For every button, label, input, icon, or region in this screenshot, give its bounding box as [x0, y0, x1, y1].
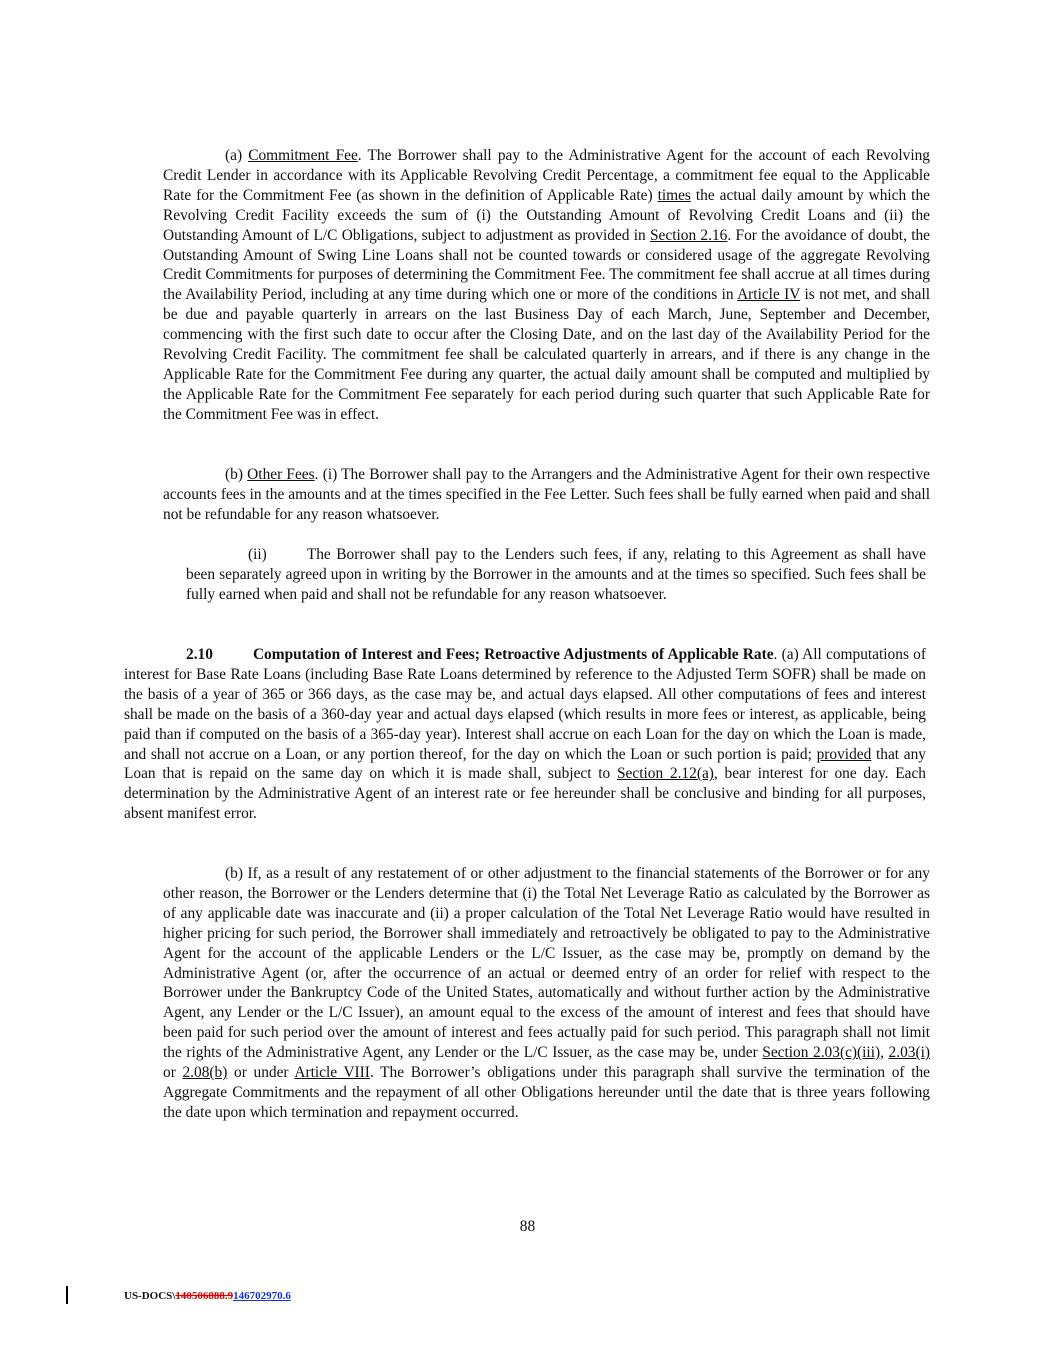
cross-reference: 2.08(b) [182, 1064, 228, 1082]
paragraph-text: . The Borrower’s obligations under this paragraph shall survive the termination of the Aggregate Commitments and the repayment of all other Obligations hereunder until the date that is three years following the date upon which termination and repayment occurred. [163, 1064, 931, 1121]
cross-reference: Section 2.16 [649, 226, 728, 244]
other-fees-paragraph [163, 465, 930, 525]
paragraph-text: , bear interest for one day. Each determination by the Administrative Agent of an interest rate or fee hereunder shall be conclusive and binding for all purposes, absent manifest error. [124, 765, 927, 823]
paragraph-text: If, as a result of any restatement of or other adjustment to the financial statements of the Borrower or for any other reason, the Borrower or the Lenders determine that (i) the Total Net Leverage Ratio as calculated by the Borrower as of any applicable date was inaccurate and (ii) a proper calculation of the Total Net Leverage Ratio would have resulted in higher pricing for such period, the Borrower shall immediately and retroactively be obligated to pay to the Administrative Agent for the account of the applicable Lenders or the L/C Issuer, as the case may be, promptly on demand by the Administrative Agent (or, after the occurrence of an actual or deemed entry of an order for relief with respect to the Borrower under the Bankruptcy Code of the United States, automatically and without further action by the Administrative Agent, any Lender or the L/C Issuer), an amount equal to the excess of the amount of interest and fees that should have been paid for such period over the amount of interest and fees actually paid for such period. This paragraph shall not limit the rights of the Administrative Agent, any Lender or the L/C Issuer, as the case may be, under [163, 865, 930, 1062]
clause-title: Other Fees [247, 466, 315, 483]
retroactive-adjustment-paragraph [163, 864, 930, 1123]
inserted-doc-id: 146702970.6 [233, 1290, 291, 1302]
clause-label: (a) [225, 147, 243, 164]
section-2-10-paragraph [124, 645, 926, 824]
emphasis-term: provided [816, 745, 872, 763]
paragraph-text: , [880, 1044, 889, 1062]
clause-label: (ii) [248, 546, 267, 563]
section-number: 2.10 [186, 646, 213, 663]
cross-reference: Article VIII [294, 1064, 370, 1082]
emphasis-term: times [657, 186, 691, 204]
section-heading: Computation of Interest and Fees; Retroactive Adjustments of Applicable Rate [252, 646, 774, 663]
paragraph-text: is not met, and shall be due and payable quarterly in arrears on the last Business Day of each March, June, September and December, commencing with the first such date to occur after the Closing Date, and on the last day of the Availability Period for the Revolving Credit Facility. The commitment fee shall be calculated quarterly in arrears, and if there is any change in the Applicable Rate for the Commitment Fee during any quarter, the actual daily amount shall be computed and multiplied by the Applicable Rate for the Commitment Fee separately for each period during such quarter that such Applicable Rate for the Commitment Fee was in effect. [163, 286, 930, 423]
cross-reference: Section 2.03(c)(iii) [762, 1044, 881, 1062]
cross-reference: 2.03(i) [888, 1044, 931, 1062]
document-footer-id [124, 1290, 291, 1302]
commitment-fee-paragraph [163, 146, 930, 425]
paragraph-text: . (i) The Borrower shall pay to the Arrangers and the Administrative Agent for their own respective accounts fees in the amounts and at the times specified in the Fee Letter. Such fees shall be fully earned when paid and shall not be refundable for any reason whatsoever. [163, 466, 930, 523]
footer-prefix: US-DOCS\ [124, 1290, 176, 1302]
page-number: 88 [519, 1218, 536, 1235]
paragraph-text: The Borrower shall pay to the Lenders such fees, if any, relating to this Agreement as shall have been separately agreed upon in writing by the Borrower in the amounts and at the times so specified. Such fees shall be fully earned when paid and shall not be refundable for any reason whatsoever. [186, 546, 926, 603]
paragraph-text: the actual daily amount by which the Revolving Credit Facility exceeds the sum of (i) the Outstanding Amount of Revolving Credit Loans and (ii) the Outstanding Amount of L/C Obligations, subject to adjustment as provided in [163, 186, 930, 244]
deleted-doc-id: 140506888.9 [175, 1290, 234, 1302]
cross-reference: Section 2.12(a) [616, 765, 714, 783]
clause-label: (b) [225, 466, 243, 483]
clause-title: Commitment Fee [248, 147, 358, 164]
revision-change-bar [66, 1286, 68, 1304]
paragraph-text: . For the avoidance of doubt, the Outstanding Amount of Swing Line Loans shall not be counted towards or considered usage of the aggregate Revolving Credit Commitments for purposes of determining the Commitment Fee. The commitment fee shall accrue at all times during the Availability Period, including at any time during which one or more of the conditions in [163, 226, 931, 304]
paragraph-text: . The Borrower shall pay to the Administrative Agent for the account of each Revolving Credit Lender in accordance with its Applicable Revolving Credit Percentage, a commitment fee equal to the Applicable Rate for the Commitment Fee (as shown in the definition of Applicable Rate) [163, 147, 930, 204]
paragraph-text: or [163, 1064, 183, 1082]
clause-label: (b) [225, 865, 243, 882]
paragraph-text: that any Loan that is repaid on the same day on which it is made shall, subject to [124, 745, 926, 783]
cross-reference: Article IV [737, 286, 801, 304]
other-fees-subparagraph-ii [186, 545, 926, 605]
paragraph-text: or under [227, 1064, 295, 1082]
paragraph-text: . (a) All computations of interest for Base Rate Loans (including Base Rate Loans determined by reference to the Adjusted Term SOFR) shall be made on the basis of a year of 365 or 366 days, as the case may be, and actual days elapsed. All other computations of fees and interest shall be made on the basis of a 360-day year and actual days elapsed (which results in more fees or interest, as applicable, being paid than if computed on the basis of a 365-day year). Interest shall accrue on each Loan for the day on which the Loan is made, and shall not accrue on a Loan, or any portion thereof, for the day on which the Loan or such portion is paid; [124, 646, 926, 763]
